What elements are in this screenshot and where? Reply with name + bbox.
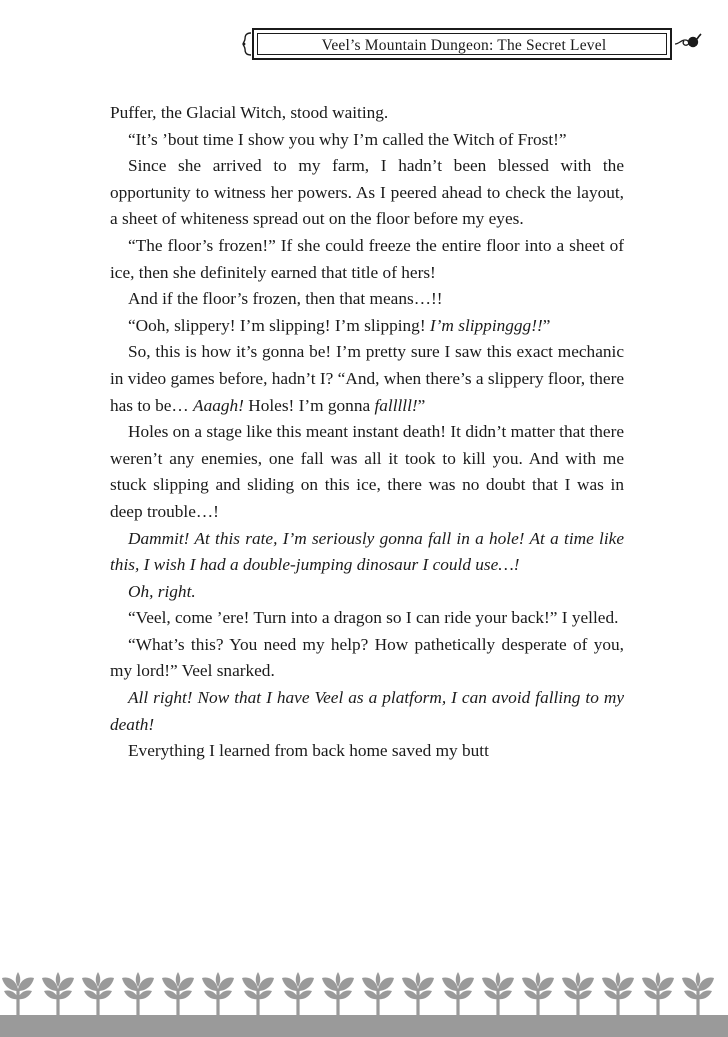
paragraph: Oh, right. xyxy=(128,581,196,601)
paragraph: “What’s this? You need my help? How pathetically desperate of you, my lord!” Veel snarked. xyxy=(110,634,624,681)
paragraph: “The floor’s frozen!” If she could freeze the entire floor into a sheet of ice, then she definitely earned that title of hers! xyxy=(110,235,624,282)
paragraph: Holes on a stage like this meant instant death! It didn’t matter that there weren’t any enemies, one fall was all it took to kill you. And with me stuck slipping and sliding on this ice, there was no doubt that I was in deep trouble…! xyxy=(110,422,624,521)
footer-bar xyxy=(0,1015,728,1037)
paragraph: Dammit! At this rate, I’m seriously gonna fall in a hole! At a time like this, I wish I had a double-jumping dinosaur I could use…! xyxy=(110,528,624,575)
paragraph: And if the floor’s frozen, then that means…!! xyxy=(128,289,443,309)
paragraph: Puffer, the Glacial Witch, stood waiting. xyxy=(110,103,389,122)
paragraph: “Ooh, slippery! I’m slipping! I’m slipping! I’m slippinggg!!” xyxy=(128,315,551,335)
paragraph: So, this is how it’s gonna be! I’m pretty sure I saw this exact mechanic in video games before, hadn’t I? “And, when there’s a slippery floor, there has to be… Aaagh! Holes! I’m gonna falllll!” xyxy=(110,342,624,415)
page-footer xyxy=(0,959,728,1037)
paragraph: “It’s ’bout time I show you why I’m called the Witch of Frost!” xyxy=(128,129,567,149)
paragraph: Since she arrived to my farm, I hadn’t been blessed with the opportunity to witness her powers. As I peered ahead to check the layout, a sheet of whiteness spread out on the floor before my eyes. xyxy=(110,156,624,229)
page-body xyxy=(110,100,624,765)
bracket-ornament-icon xyxy=(242,32,252,56)
flourish-dot-ornament-icon xyxy=(674,30,702,58)
paragraph: “Veel, come ’ere! Turn into a dragon so I can ride your back!” I yelled. xyxy=(128,608,619,628)
header-title-frame xyxy=(252,28,672,60)
paragraph: Everything I learned from back home saved my butt xyxy=(128,741,489,761)
page-header xyxy=(252,28,702,62)
plant-sprout-ornament-icon xyxy=(0,969,728,1017)
page-title: Veel’s Mountain Dungeon: The Secret Level xyxy=(321,37,607,54)
paragraph: All right! Now that I have Veel as a platform, I can avoid falling to my death! xyxy=(110,688,624,734)
